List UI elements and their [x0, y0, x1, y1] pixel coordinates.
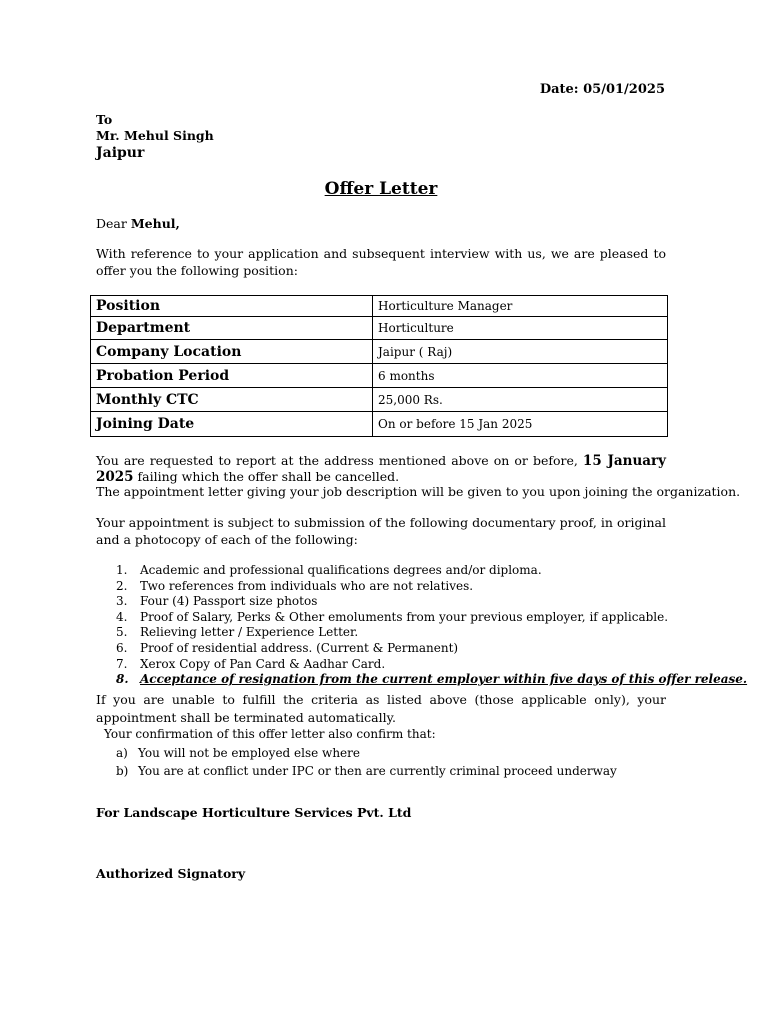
- list-text: Two references from individuals who are not relatives.: [140, 578, 474, 593]
- report-deadline: 15 January 2025: [96, 453, 666, 485]
- position-table: [90, 295, 668, 437]
- intro-paragraph: With reference to your application and subsequent interview with us, we are pleased to offer you the following position:: [96, 246, 666, 278]
- table-label: Company Location: [91, 340, 373, 364]
- documents-intro: Your appointment is subject to submission of the following documentary proof, in original and a photocopy of each of the following:: [96, 515, 666, 547]
- report-text-end: failing which the offer shall be cancelled.: [133, 469, 400, 484]
- list-number: b): [116, 764, 129, 778]
- list-number: a): [116, 746, 128, 760]
- list-number: 4.: [116, 609, 128, 624]
- table-row: [91, 340, 668, 364]
- list-text: You will not be employed else where: [138, 746, 360, 760]
- authorized-signatory: Authorized Signatory: [96, 866, 246, 881]
- list-text: Proof of Salary, Perks & Other emoluments from your previous employer, if applicable.: [140, 609, 669, 624]
- list-number: 7.: [116, 656, 128, 671]
- table-value: 6 months: [373, 364, 668, 388]
- list-number: 1.: [116, 563, 128, 577]
- recipient-name: Mr. Mehul Singh: [96, 128, 214, 143]
- list-text: Acceptance of resignation from the current employer within five days of this offer release.: [140, 672, 748, 687]
- table-label: Monthly CTC: [91, 388, 373, 412]
- to-label: To: [96, 112, 113, 127]
- letter-title: Offer Letter: [324, 179, 438, 199]
- list-number: 3.: [116, 594, 128, 609]
- appointment-letter-note: The appointment letter giving your job description will be given to you upon joining the organization.: [96, 484, 741, 499]
- list-text: Xerox Copy of Pan Card & Aadhar Card.: [140, 656, 386, 671]
- termination-paragraph: If you are unable to fulfill the criteria as listed above (those applicable only), your appointment shall be terminated automatically.: [96, 692, 666, 725]
- company-signoff: For Landscape Horticulture Services Pvt. Ltd: [96, 805, 412, 820]
- salutation: [96, 216, 180, 231]
- table-row: [91, 364, 668, 388]
- table-label: Position: [91, 296, 373, 317]
- list-text: Four (4) Passport size photos: [140, 594, 318, 609]
- table-value: Horticulture Manager: [373, 296, 668, 317]
- list-number: 6.: [116, 640, 128, 655]
- recipient-city: Jaipur: [96, 145, 145, 161]
- salutation-prefix: Dear: [96, 216, 131, 231]
- report-paragraph: [96, 453, 666, 485]
- table-row: [91, 412, 668, 437]
- table-label: Probation Period: [91, 364, 373, 388]
- list-number: 2.: [116, 578, 128, 593]
- table-value: Jaipur ( Raj): [373, 340, 668, 364]
- confirmation-intro: Your confirmation of this offer letter also confirm that:: [104, 727, 436, 741]
- list-text: You are at conflict under IPC or then are currently criminal proceed underway: [138, 764, 617, 778]
- table-value: On or before 15 Jan 2025: [373, 412, 668, 437]
- list-number: 5.: [116, 625, 128, 640]
- table-label: Joining Date: [91, 412, 373, 437]
- table-row: [91, 388, 668, 412]
- table-value: 25,000 Rs.: [373, 388, 668, 412]
- list-number: 8.: [116, 672, 129, 687]
- list-text: Proof of residential address. (Current & Permanent): [140, 640, 459, 655]
- table-value: Horticulture: [373, 317, 668, 340]
- salutation-name: Mehul,: [130, 216, 180, 231]
- report-text-start: You are requested to report at the address mentioned above on or before,: [96, 453, 583, 468]
- letter-date: Date: 05/01/2025: [539, 82, 665, 97]
- table-row: [91, 317, 668, 340]
- list-text: Academic and professional qualifications degrees and/or diploma.: [140, 563, 542, 577]
- list-text: Relieving letter / Experience Letter.: [140, 625, 359, 640]
- table-label: Department: [91, 317, 373, 340]
- table-row: [91, 296, 668, 317]
